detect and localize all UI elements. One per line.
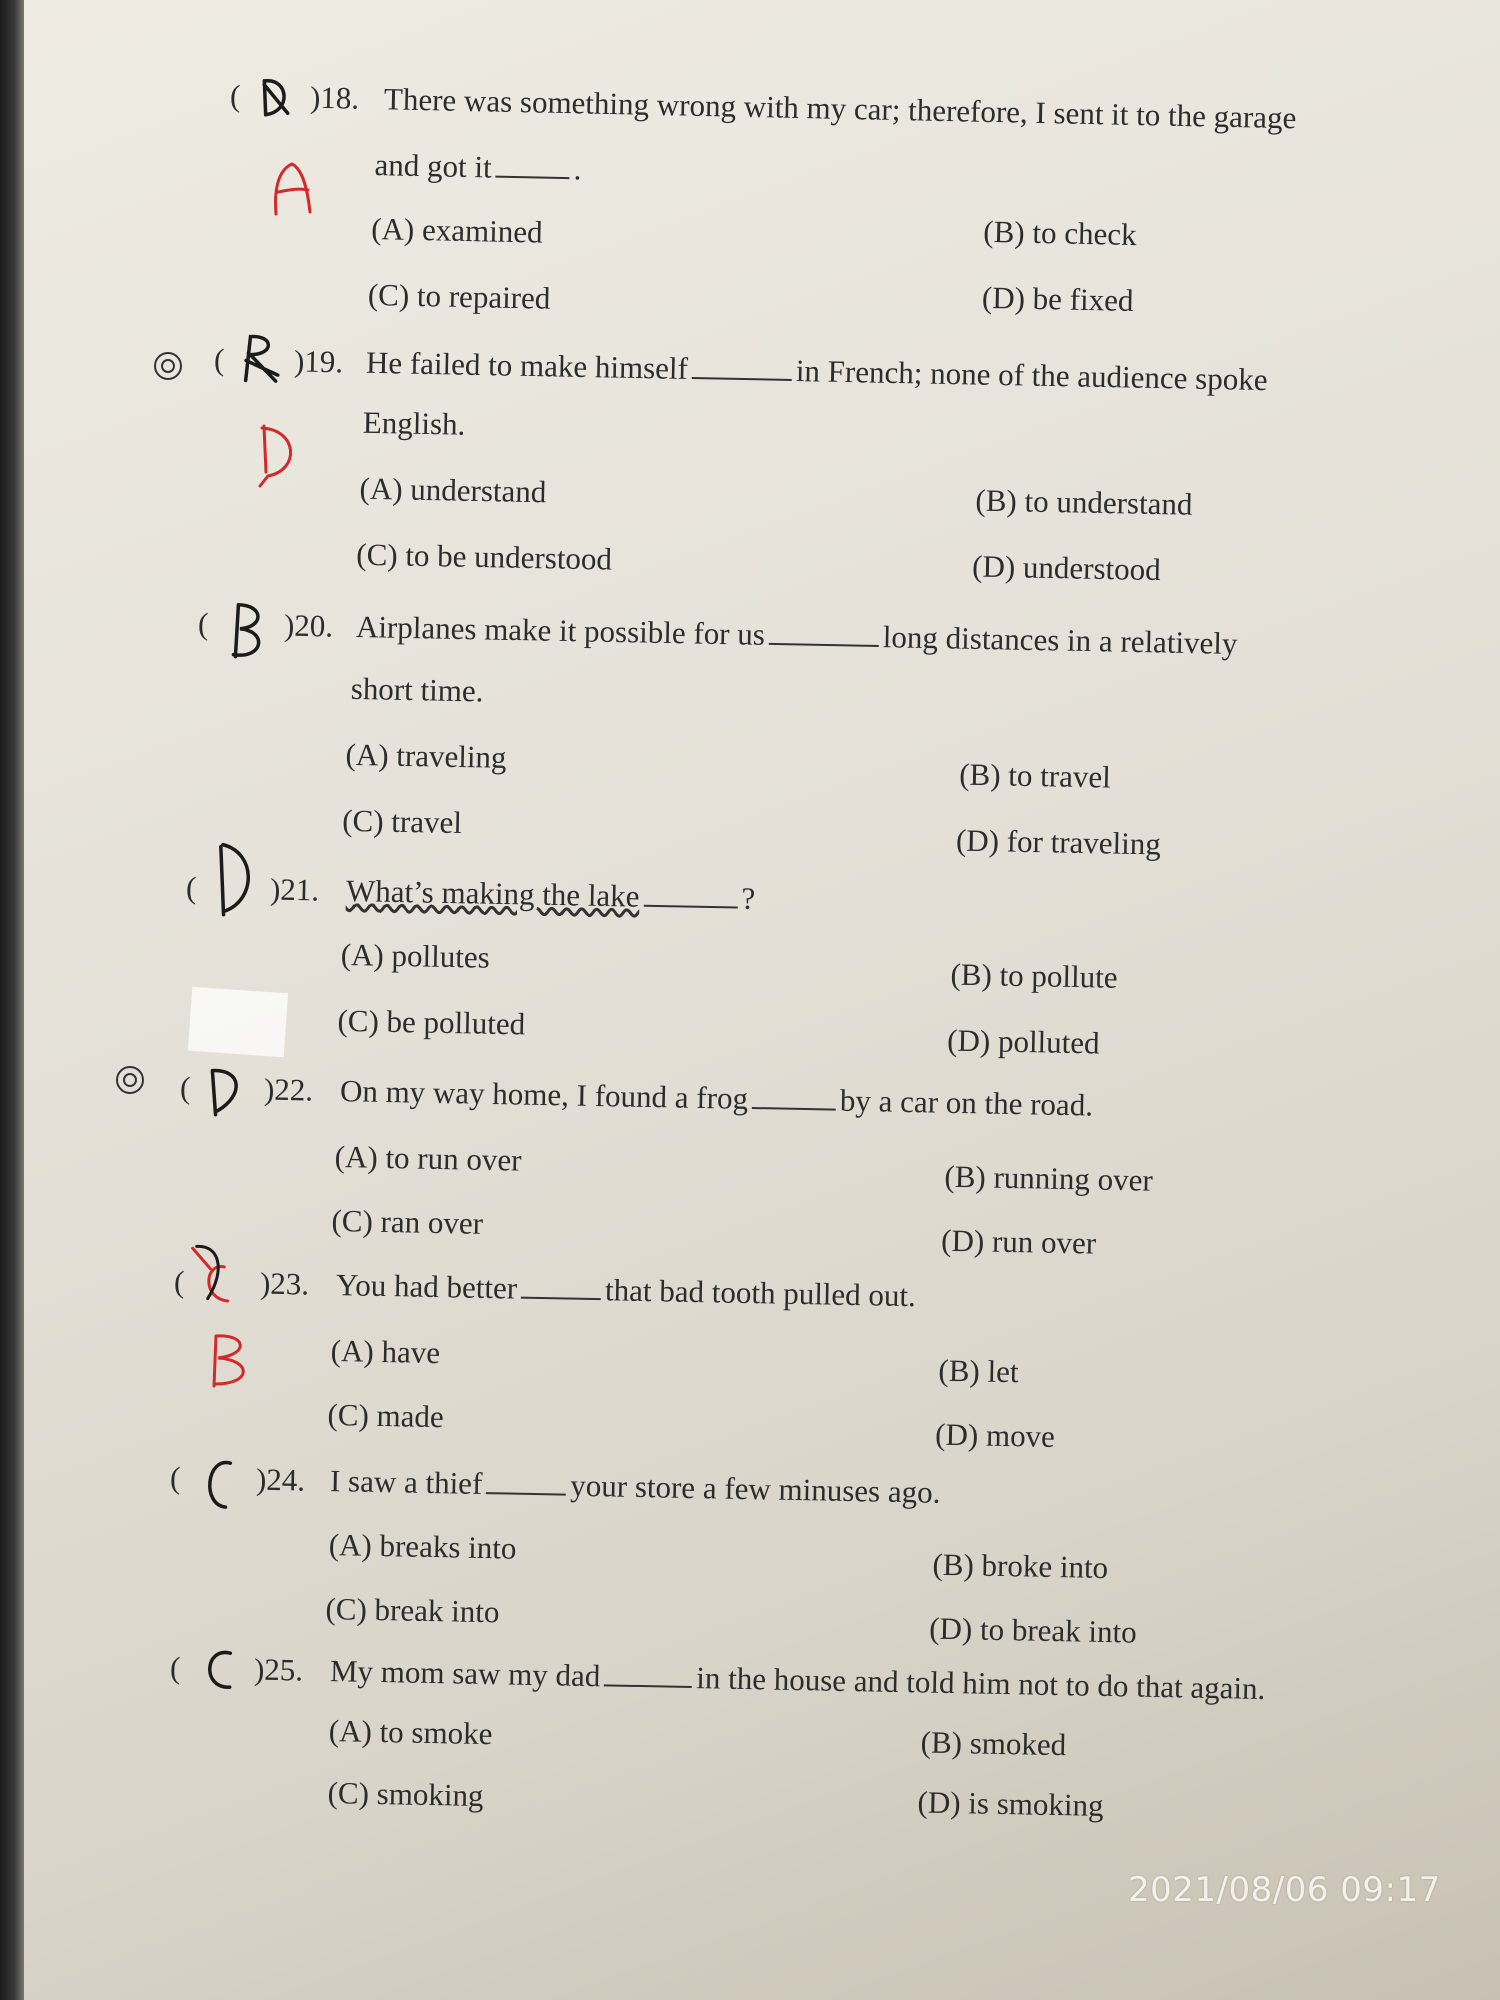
question-stem: He failed to make himself in French; none of the audience spoke bbox=[365, 344, 1268, 398]
option-c: (C) smoking bbox=[327, 1775, 484, 1814]
question-stem-line2: short time. bbox=[350, 670, 484, 709]
question-25 bbox=[0, 1647, 1500, 1876]
option-b: (B) broke into bbox=[932, 1546, 1109, 1586]
red-correction-mark bbox=[270, 160, 314, 216]
option-d: (D) understood bbox=[971, 548, 1162, 588]
option-b: (B) to check bbox=[983, 213, 1137, 253]
question-number: )20. bbox=[283, 607, 334, 644]
handwritten-answer-mark bbox=[196, 1645, 241, 1694]
option-d: (D) polluted bbox=[946, 1022, 1100, 1061]
answer-paren-open: ( bbox=[185, 869, 197, 906]
answer-blank bbox=[521, 1279, 601, 1301]
question-number: )22. bbox=[263, 1071, 314, 1108]
handwritten-answer-mark bbox=[195, 1455, 240, 1512]
answer-blank bbox=[769, 625, 879, 647]
option-c: (C) ran over bbox=[331, 1202, 484, 1241]
question-stem: Airplanes make it possible for us long distances in a relatively bbox=[355, 608, 1238, 661]
option-a: (A) traveling bbox=[345, 736, 507, 775]
answer-paren-open: ( bbox=[169, 1460, 181, 1496]
correction-tape-patch bbox=[188, 987, 288, 1058]
option-b: (B) let bbox=[938, 1352, 1019, 1390]
question-21 bbox=[0, 866, 1500, 1095]
question-stem: My mom saw my dad in the house and told him not to do that again. bbox=[329, 1653, 1266, 1707]
option-c: (C) be polluted bbox=[337, 1002, 526, 1042]
answer-blank bbox=[643, 887, 737, 909]
question-number: )23. bbox=[259, 1265, 310, 1302]
question-number: )18. bbox=[309, 79, 360, 116]
option-a: (A) examined bbox=[370, 210, 543, 250]
photo-timestamp: 2021/08/06 09:17 bbox=[1128, 1870, 1441, 1910]
handwritten-answer-mark bbox=[203, 1064, 248, 1119]
option-b: (B) smoked bbox=[920, 1724, 1067, 1763]
option-b: (B) to understand bbox=[975, 482, 1193, 522]
question-stem-line2: English. bbox=[362, 404, 466, 442]
answer-blank bbox=[604, 1666, 692, 1688]
option-a: (A) pollutes bbox=[340, 936, 491, 975]
answer-blank bbox=[486, 1474, 566, 1496]
answer-blank bbox=[752, 1089, 836, 1111]
question-stem: You had better that bad tooth pulled out. bbox=[335, 1267, 917, 1314]
option-b: (B) to travel bbox=[958, 756, 1112, 795]
answer-paren-open: ( bbox=[179, 1070, 191, 1106]
answer-paren-open: ( bbox=[229, 78, 241, 114]
question-20 bbox=[0, 602, 1500, 862]
red-correction-mark bbox=[256, 420, 302, 490]
option-d: (D) run over bbox=[940, 1222, 1097, 1261]
question-number: )24. bbox=[255, 1461, 306, 1498]
answer-paren-open: ( bbox=[197, 605, 209, 642]
option-c: (C) to repaired bbox=[367, 276, 551, 316]
handwritten-answer-mark bbox=[209, 838, 261, 919]
handwritten-answer-mark bbox=[223, 598, 270, 661]
handwritten-answer-mark bbox=[258, 75, 299, 120]
handwritten-answer-mark bbox=[188, 1242, 241, 1309]
question-number: )25. bbox=[253, 1651, 304, 1688]
option-b: (B) to pollute bbox=[950, 956, 1118, 995]
option-c: (C) to be understood bbox=[356, 536, 613, 577]
question-stem: On my way home, I found a frog by a car on the road. bbox=[339, 1073, 1094, 1123]
option-c: (C) made bbox=[327, 1396, 445, 1435]
option-a: (A) to run over bbox=[334, 1138, 522, 1178]
option-d: (D) is smoking bbox=[917, 1784, 1104, 1823]
question-number: )21. bbox=[269, 871, 320, 908]
option-d: (D) be fixed bbox=[981, 279, 1134, 318]
question-stem: There was something wrong with my car; therefore, I sent it to the garage bbox=[383, 81, 1297, 136]
answer-paren-open: ( bbox=[213, 341, 225, 378]
answer-paren-open: ( bbox=[169, 1650, 181, 1686]
question-19 bbox=[0, 338, 1500, 588]
red-correction-mark bbox=[206, 1330, 256, 1388]
handwritten-answer-mark bbox=[240, 330, 285, 385]
option-a: (A) to smoke bbox=[328, 1713, 493, 1752]
option-c: (C) travel bbox=[341, 802, 463, 841]
option-c: (C) break into bbox=[325, 1591, 500, 1630]
question-stem-line2: and got it . bbox=[374, 147, 582, 187]
question-stem: I saw a thief your store a few minuses ago. bbox=[329, 1463, 941, 1510]
answer-blank bbox=[496, 158, 570, 180]
option-a: (A) breaks into bbox=[328, 1527, 517, 1566]
question-18 bbox=[0, 73, 1500, 318]
question-number: )19. bbox=[293, 343, 344, 380]
option-a: (A) have bbox=[330, 1332, 441, 1371]
option-a: (A) understand bbox=[359, 470, 547, 510]
option-b: (B) running over bbox=[944, 1158, 1154, 1198]
option-d: (D) to break into bbox=[928, 1610, 1138, 1650]
answer-paren-open: ( bbox=[173, 1263, 185, 1300]
option-d: (D) for traveling bbox=[955, 822, 1162, 862]
option-d: (D) move bbox=[934, 1416, 1056, 1454]
answer-blank bbox=[692, 359, 792, 381]
question-stem: What’s making the lake ? bbox=[345, 872, 756, 916]
